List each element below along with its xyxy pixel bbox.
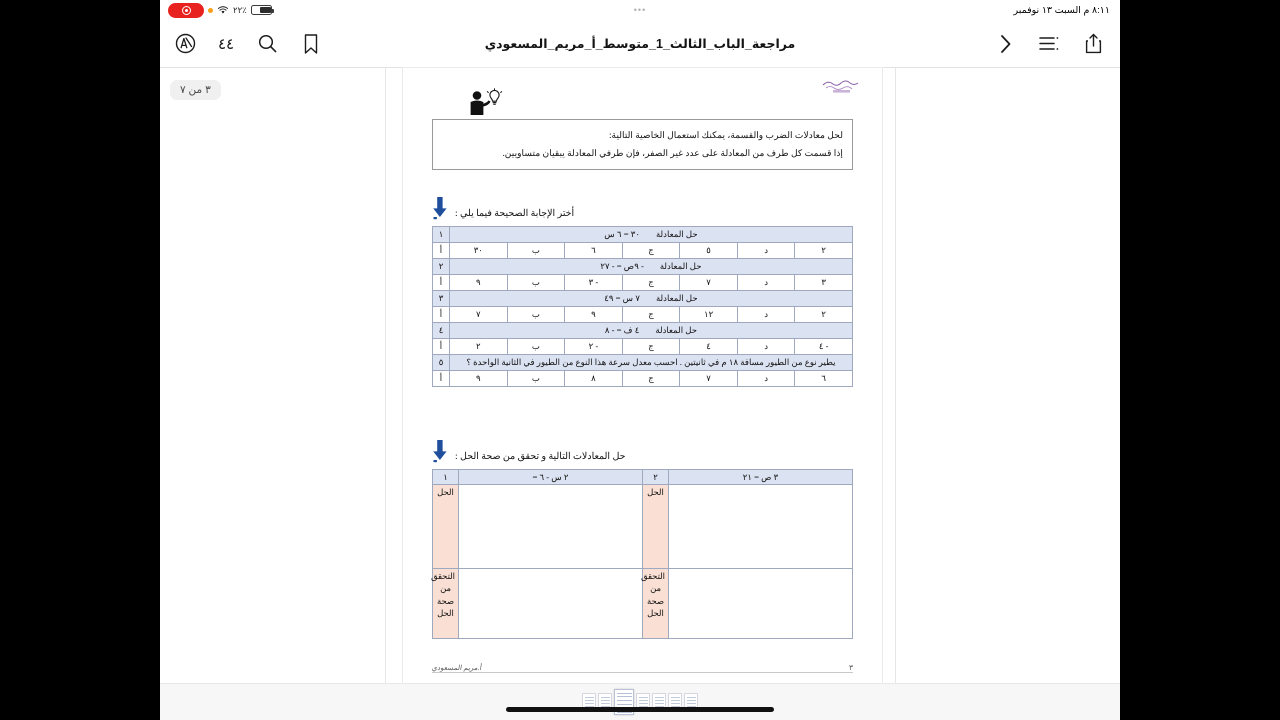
option-label: أ xyxy=(433,371,450,387)
status-bar xyxy=(160,0,1120,20)
table-row xyxy=(433,243,853,259)
option-value[interactable]: ١٢ xyxy=(680,307,738,323)
option-value[interactable]: ٩ xyxy=(450,371,508,387)
option-label: ب xyxy=(507,339,565,355)
table-row xyxy=(433,371,853,387)
table-of-contents-icon[interactable] xyxy=(1038,33,1060,55)
table-row xyxy=(433,355,853,371)
toolbar-right-group xyxy=(994,33,1104,55)
option-value[interactable]: ٧ xyxy=(680,275,738,291)
section1-heading: أختر الإجابة الصحيحة فيما يلي : xyxy=(455,209,575,220)
pdf-page[interactable] xyxy=(403,68,882,683)
option-label: ج xyxy=(622,339,680,355)
question-equation-text: ٤ ف = - ٨ xyxy=(604,324,640,335)
table-row xyxy=(433,323,853,339)
verify-label: التحقق من صحة الحل xyxy=(643,569,669,639)
record-icon xyxy=(182,6,191,15)
option-value[interactable]: ٦ xyxy=(565,243,623,259)
question-stem-cell: يطير نوع من الطيور مسافة ١٨ م في ثانيتين . احسب معدل سرعة هذا النوع من الطيور في الثانية الواحدة ؟ xyxy=(450,355,853,371)
question-number: ١ xyxy=(433,227,450,243)
option-label: د xyxy=(737,339,795,355)
table-row xyxy=(433,485,853,569)
illustration-row xyxy=(432,91,853,117)
option-label: د xyxy=(737,275,795,291)
teacher-lightbulb-icon xyxy=(453,88,505,118)
solution-label: الحل xyxy=(643,485,669,569)
option-value[interactable]: ٦ xyxy=(795,371,853,387)
question-stem-text: حل المعادلة xyxy=(655,292,698,303)
wifi-icon xyxy=(217,5,229,15)
option-label: ب xyxy=(507,275,565,291)
solve-index-cell: ٢ xyxy=(643,470,669,485)
solution-work-area[interactable] xyxy=(459,485,643,569)
option-value[interactable]: ٥ xyxy=(680,243,738,259)
question-stem-text: حل المعادلة xyxy=(655,324,698,335)
option-value[interactable]: ٩ xyxy=(565,307,623,323)
next-page-chevron-icon[interactable] xyxy=(994,33,1016,55)
option-label: د xyxy=(737,243,795,259)
privacy-indicator-dot xyxy=(208,8,213,13)
option-value[interactable]: ٩ xyxy=(450,275,508,291)
option-value[interactable]: ٢ xyxy=(795,243,853,259)
document-title: مراجعة_الباب_الثالث_1_متوسط_أ_مريم_المسعودي xyxy=(484,37,796,51)
option-label: د xyxy=(737,307,795,323)
annotation-count-label[interactable]: ٤٤ xyxy=(218,35,235,53)
down-arrow-icon xyxy=(432,196,449,220)
table-row xyxy=(433,227,853,243)
pdf-page-number: ٣ xyxy=(848,663,853,672)
option-label: أ xyxy=(433,275,450,291)
table-row xyxy=(433,569,853,639)
verify-label: التحقق من صحة الحل xyxy=(433,569,459,639)
solve-equation-cell: ٢ س - ٦ = xyxy=(459,470,643,485)
question-stem-text: حل المعادلة xyxy=(655,228,698,239)
option-label: ج xyxy=(622,307,680,323)
option-value[interactable]: - ٢ xyxy=(565,339,623,355)
option-value[interactable]: ٢ xyxy=(795,307,853,323)
table-row xyxy=(433,275,853,291)
question-equation-text: ٣٠ = ٦ س xyxy=(604,228,640,239)
status-bar-right-cluster xyxy=(1013,0,1110,20)
option-value[interactable]: ٣٠ xyxy=(450,243,508,259)
option-label: ب xyxy=(507,371,565,387)
ipad-device-frame xyxy=(160,0,1120,720)
table-row xyxy=(433,307,853,323)
option-value[interactable]: - ٤ xyxy=(795,339,853,355)
app-toolbar xyxy=(160,20,1120,68)
table-row xyxy=(433,339,853,355)
viewer-content xyxy=(160,68,1120,683)
option-label: أ xyxy=(433,243,450,259)
down-arrow-icon xyxy=(432,439,449,463)
home-indicator[interactable] xyxy=(506,707,774,712)
option-label: أ xyxy=(433,307,450,323)
option-label: د xyxy=(737,371,795,387)
table-row xyxy=(433,470,853,485)
page-thumbnail-bar xyxy=(160,683,1120,720)
option-label: ج xyxy=(622,275,680,291)
question-stem-cell xyxy=(450,259,853,275)
status-bar-center xyxy=(160,0,1120,20)
option-label: ج xyxy=(622,371,680,387)
dynamic-island-dots: ••• xyxy=(633,4,647,15)
battery-percent-label: ٪٢٢ xyxy=(233,4,247,15)
solve-table xyxy=(432,469,853,639)
note-line-2: إذا قسمت كل طرف من المعادلة على عدد غير الصفر، فإن طرفي المعادلة يبقيان متساويين. xyxy=(502,148,843,159)
question-stem-cell xyxy=(450,227,853,243)
battery-icon xyxy=(251,5,272,15)
question-number: ٢ xyxy=(433,259,450,275)
question-equation-text: ٧ س = ٤٩ xyxy=(604,292,640,303)
status-bar-left-cluster xyxy=(168,0,272,20)
clock-date-label: ٨:١١ م السبت ١٣ نوفمبر xyxy=(1013,4,1110,16)
section2-header xyxy=(432,439,853,463)
question-stem-cell xyxy=(450,291,853,307)
question-equation-text: - ٩ص = - ٢٧ xyxy=(600,260,644,271)
option-value[interactable]: ٧ xyxy=(450,307,508,323)
option-value[interactable]: ٢ xyxy=(450,339,508,355)
property-note-box xyxy=(432,119,853,170)
page-indicator-badge: ٣ من ٧ xyxy=(170,80,221,100)
battery-fill xyxy=(260,7,271,13)
note-line-1: لحل معادلات الضرب والقسمة، يمكنك استعمال الخاصية التالية: xyxy=(608,130,843,140)
option-value[interactable]: ٤ xyxy=(680,339,738,355)
option-label: ب xyxy=(507,243,565,259)
question-number: ٣ xyxy=(433,291,450,307)
section2-heading: حل المعادلات التالية و تحقق من صحة الحل : xyxy=(455,452,626,463)
solve-equation-cell: ٣ ص = ٢١ xyxy=(669,470,853,485)
verify-work-area[interactable] xyxy=(669,569,853,639)
gutter-divider-right xyxy=(895,68,896,683)
question-number: ٥ xyxy=(433,355,450,371)
solve-index-cell: ١ xyxy=(433,470,459,485)
question-number: ٤ xyxy=(433,323,450,339)
verify-work-area[interactable] xyxy=(459,569,643,639)
option-label: ب xyxy=(507,307,565,323)
section1-header xyxy=(432,196,853,220)
mcq-table xyxy=(432,226,853,387)
option-value[interactable]: ٧ xyxy=(680,371,738,387)
screen-record-pill[interactable] xyxy=(168,3,204,18)
pdf-page-footer xyxy=(432,657,853,673)
option-value[interactable]: ٣ xyxy=(795,275,853,291)
gutter-divider-left xyxy=(385,68,386,683)
share-icon[interactable] xyxy=(1082,33,1104,55)
option-label: أ xyxy=(433,339,450,355)
author-signature: أ.مريم المسعودي xyxy=(431,664,483,672)
option-label: ج xyxy=(622,243,680,259)
option-value[interactable]: - ٣ xyxy=(565,275,623,291)
question-stem-cell xyxy=(450,323,853,339)
solution-label: الحل xyxy=(433,485,459,569)
table-row xyxy=(433,259,853,275)
option-value[interactable]: ٨ xyxy=(565,371,623,387)
table-row xyxy=(433,291,853,307)
solution-work-area[interactable] xyxy=(669,485,853,569)
question-stem-text: حل المعادلة xyxy=(659,260,702,271)
